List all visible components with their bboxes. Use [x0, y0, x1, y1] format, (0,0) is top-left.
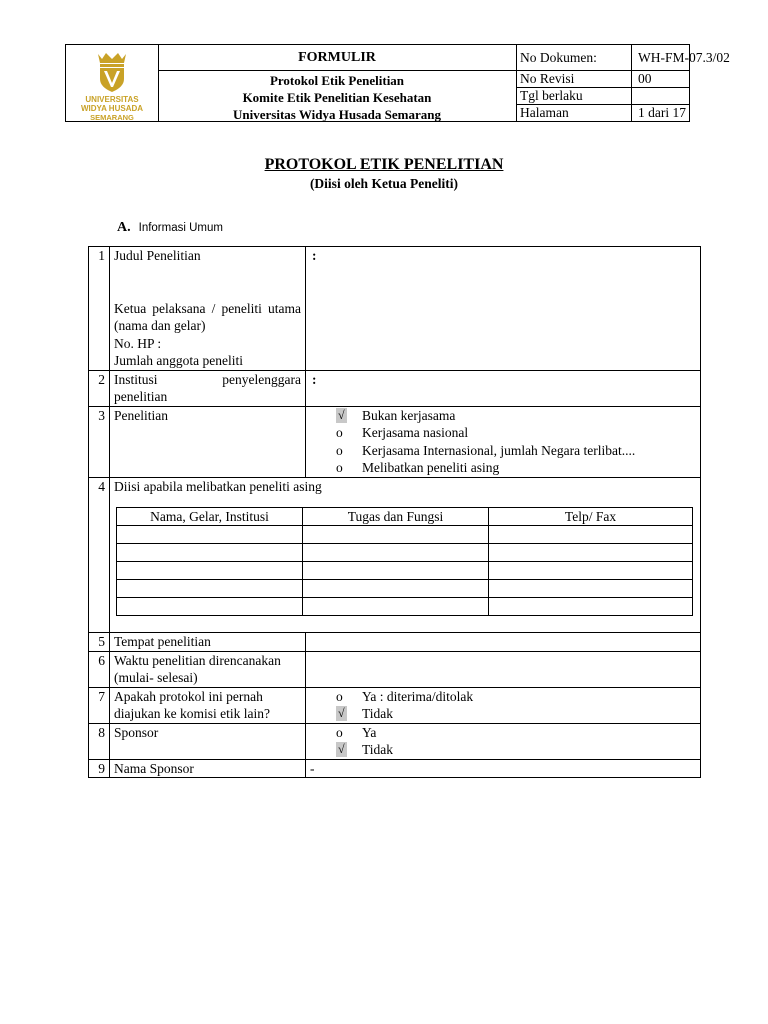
meta-row-page	[516, 105, 689, 121]
circle-bullet-icon: o	[336, 460, 343, 475]
crown-shield-icon	[66, 45, 158, 95]
table-cell[interactable]	[117, 598, 303, 616]
row-number: 7	[89, 687, 110, 723]
table-row	[117, 526, 693, 544]
meta-row-revision	[516, 71, 689, 88]
column-header: Tugas dan Fungsi	[303, 508, 489, 526]
label-principal-investigator: Ketua pelaksana / peneliti utama (nama dan gelar)	[114, 300, 301, 333]
meta-value: WH-FM-07.3/02	[638, 50, 730, 65]
table-cell[interactable]	[489, 598, 693, 616]
column-header: Nama, Gelar, Institusi	[117, 508, 303, 526]
document-subtitle: (Diisi oleh Ketua Peneliti)	[309, 176, 459, 191]
option-label: Kerjasama nasional	[362, 425, 469, 440]
table-row	[89, 723, 701, 759]
row-number: 4	[89, 477, 110, 633]
logo-line-2: WIDYA HUSADA	[80, 104, 144, 113]
column-header: Telp/ Fax	[489, 508, 693, 526]
circle-bullet-icon: o	[336, 724, 343, 740]
table-row	[89, 247, 701, 371]
label-member-count: Jumlah anggota peneliti	[114, 353, 243, 368]
option-label: Ya : diterima/ditolak	[362, 688, 474, 704]
meta-value: 00	[638, 71, 652, 86]
table-row	[89, 687, 701, 723]
research-title-field[interactable]	[306, 247, 701, 371]
header-title-line-3: Universitas Widya Husada Semarang	[233, 107, 441, 122]
row-number: 8	[89, 723, 110, 759]
checked-mark-icon: √	[338, 407, 345, 422]
row-label: Tempat penelitian	[110, 633, 306, 652]
row-label	[110, 247, 306, 371]
table-cell[interactable]	[489, 580, 693, 598]
row-number: 9	[89, 759, 110, 778]
section-letter: A.	[117, 220, 131, 235]
row-label: Sponsor	[110, 723, 306, 759]
institution-field[interactable]	[306, 370, 701, 406]
row-number: 6	[89, 651, 110, 687]
row-number: 3	[89, 406, 110, 477]
row-label: Nama Sponsor	[110, 759, 306, 778]
option-label: Ya	[362, 724, 377, 740]
row-number: 2	[89, 370, 110, 406]
option-label: Kerjasama Internasional, jumlah Negara terlibat....	[362, 442, 636, 458]
table-cell[interactable]	[117, 544, 303, 562]
general-info-table	[88, 246, 701, 778]
header-title-block	[158, 45, 517, 121]
table-row	[117, 562, 693, 580]
table-cell[interactable]	[117, 526, 303, 544]
document-meta	[516, 45, 730, 121]
table-row	[89, 370, 701, 406]
header-title-line-1: Protokol Etik Penelitian	[269, 73, 405, 88]
sponsor-options	[306, 723, 701, 759]
table-cell[interactable]	[117, 580, 303, 598]
document-header	[65, 44, 730, 122]
document-title: PROTOKOL ETIK PENELITIAN	[264, 156, 504, 173]
option-tidak[interactable]	[310, 741, 696, 759]
label-research-title: Judul Penelitian	[114, 248, 201, 263]
table-row	[89, 477, 701, 633]
location-field[interactable]	[306, 633, 701, 652]
table-cell[interactable]	[303, 580, 489, 598]
table-row	[117, 598, 693, 616]
table-row	[117, 580, 693, 598]
checked-mark-icon: √	[338, 706, 345, 720]
table-cell[interactable]	[303, 598, 489, 616]
table-row	[89, 633, 701, 652]
option-ya[interactable]	[310, 688, 696, 706]
section-title: Informasi Umum	[138, 222, 223, 234]
table-header-row	[117, 508, 693, 526]
table-cell[interactable]	[489, 562, 693, 580]
table-cell[interactable]	[303, 544, 489, 562]
table-cell[interactable]	[489, 544, 693, 562]
option-kerjasama-nasional[interactable]	[310, 424, 696, 442]
option-peneliti-asing[interactable]	[310, 459, 696, 477]
row-label: Waktu penelitian direncanakan (mulai- selesai)	[110, 651, 306, 687]
row-label: Apakah protokol ini pernah diajukan ke komisi etik lain?	[110, 687, 306, 723]
row-label: Diisi apabila melibatkan peneliti asing	[114, 478, 322, 494]
option-bukan-kerjasama[interactable]	[310, 407, 696, 425]
colon: :	[312, 371, 317, 387]
table-cell[interactable]	[117, 562, 303, 580]
row-number: 5	[89, 633, 110, 652]
form-label: FORMULIR	[158, 45, 516, 71]
meta-row-doc-number	[516, 45, 730, 71]
row-label: Penelitian	[110, 406, 306, 477]
option-label: Tidak	[362, 742, 394, 757]
timeline-field[interactable]	[306, 651, 701, 687]
meta-key: No Dokumen:	[516, 45, 632, 70]
meta-key: Halaman	[516, 105, 632, 121]
university-logo	[66, 45, 159, 121]
table-cell[interactable]	[303, 526, 489, 544]
colon: :	[312, 248, 317, 263]
row-label: Institusi penyelenggara penelitian	[110, 370, 306, 406]
logo-line-3: SEMARANG	[90, 113, 134, 122]
meta-row-effective-date	[516, 88, 689, 105]
option-kerjasama-internasional[interactable]	[310, 442, 696, 460]
sponsor-name-field[interactable]: -	[306, 759, 701, 778]
option-label: Tidak	[362, 706, 394, 721]
table-row	[89, 651, 701, 687]
checked-mark-icon: √	[338, 742, 345, 756]
research-type-options	[306, 406, 701, 477]
meta-key: No Revisi	[516, 71, 632, 87]
row-number: 1	[89, 247, 110, 371]
section-heading	[117, 219, 223, 236]
foreign-researchers-cell	[110, 477, 701, 633]
meta-key: Tgl berlaku	[516, 88, 632, 104]
circle-bullet-icon: o	[336, 442, 343, 458]
prior-submission-options	[306, 687, 701, 723]
table-row	[89, 759, 701, 778]
label-phone: No. HP :	[114, 335, 162, 351]
option-tidak[interactable]	[310, 705, 696, 723]
option-label: Bukan kerjasama	[362, 407, 456, 423]
logo-line-1: UNIVERSITAS	[85, 95, 139, 104]
header-title-line-2: Komite Etik Penelitian Kesehatan	[242, 90, 432, 105]
meta-value	[632, 88, 689, 104]
circle-bullet-icon: o	[336, 688, 343, 704]
option-label: Melibatkan peneliti asing	[362, 460, 500, 475]
foreign-researchers-table	[116, 507, 693, 616]
table-row	[89, 406, 701, 477]
table-cell[interactable]	[489, 526, 693, 544]
header-title-lines	[158, 72, 516, 123]
table-row	[117, 544, 693, 562]
circle-bullet-icon: o	[336, 425, 343, 440]
meta-value: 1 dari 17	[638, 105, 686, 120]
table-cell[interactable]	[303, 562, 489, 580]
option-ya[interactable]	[310, 724, 696, 742]
